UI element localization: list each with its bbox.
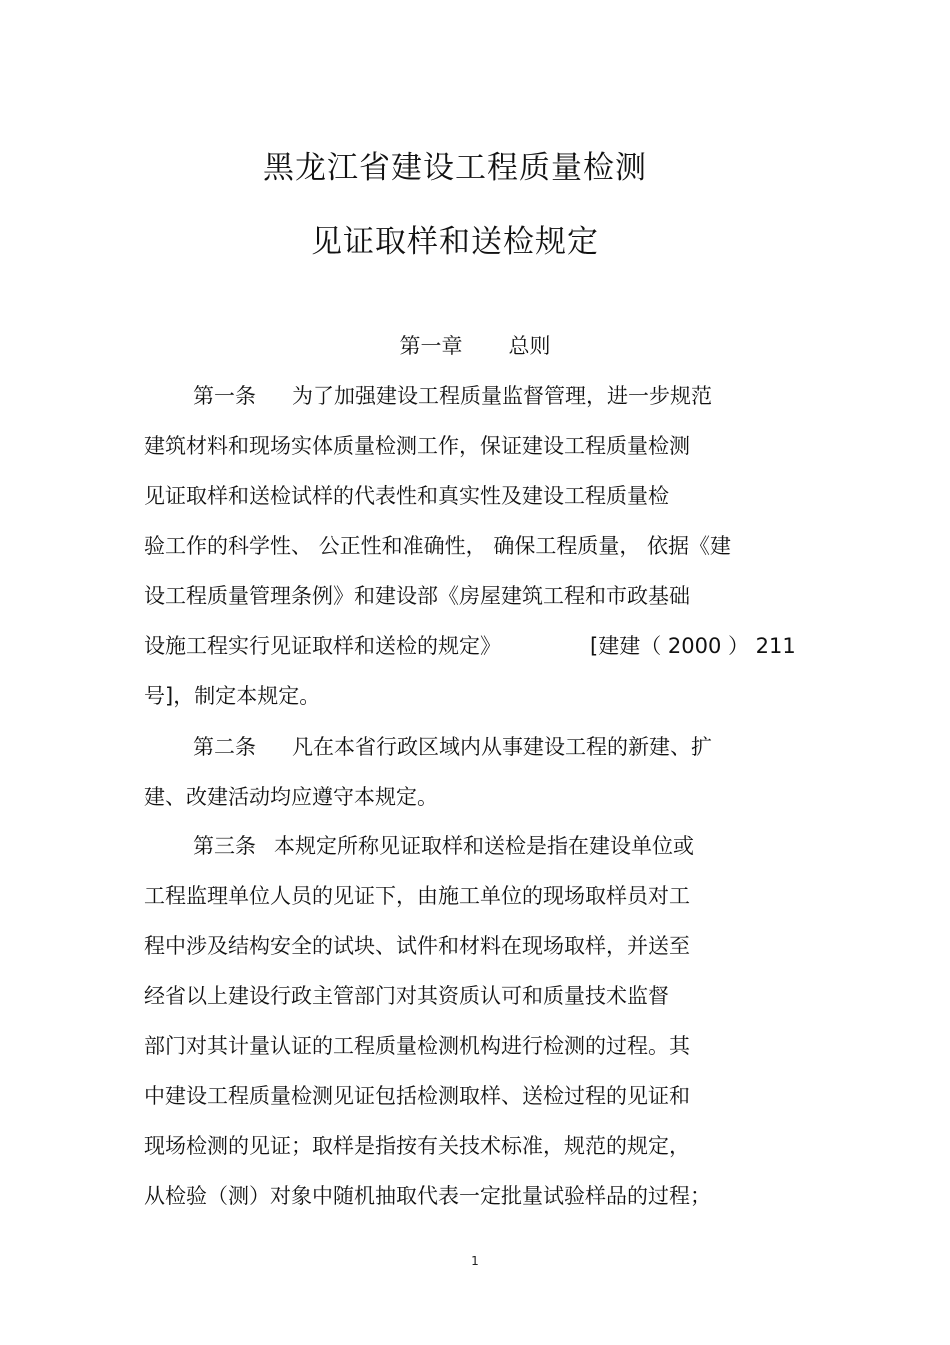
chapter-label: 第一章	[399, 334, 463, 358]
chapter-heading	[0, 330, 950, 360]
article-3-line-2: 工程监理单位人员的见证下，由施工单位的现场取样员对工	[144, 884, 690, 908]
document-title-line-2: 见证取样和送检规定	[311, 224, 599, 260]
article-2-line-1	[193, 733, 712, 761]
article-1-line-1	[193, 382, 712, 410]
article-1-line-4: 验工作的科学性、 公正性和准确性， 确保工程质量， 依据《建	[144, 534, 732, 558]
article-1-line-3: 见证取样和送检试样的代表性和真实性及建设工程质量检	[144, 484, 669, 508]
article-1-text-1: 为了加强建设工程质量监督管理，进一步规范	[292, 384, 712, 408]
article-3-line-1	[193, 832, 694, 860]
document-title-line-1: 黑龙江省建设工程质量检测	[263, 150, 647, 186]
article-3-line-6: 中建设工程质量检测见证包括检测取样、送检过程的见证和	[144, 1084, 690, 1108]
article-1-line-6	[144, 632, 501, 660]
article-1-line-6-ref: [建建（ 2000 ） 211	[590, 634, 796, 658]
article-1-line-2: 建筑材料和现场实体质量检测工作，保证建设工程质量检测	[144, 434, 690, 458]
article-3-line-5: 部门对其计量认证的工程质量检测机构进行检测的过程。其	[144, 1034, 690, 1058]
article-3-text-1: 本规定所称见证取样和送检是指在建设单位或	[274, 834, 694, 858]
article-1-line-7: 号]，制定本规定。	[144, 684, 321, 708]
article-1-text-6: 设施工程实行见证取样和送检的规定》	[144, 634, 501, 658]
article-1-line-5: 设工程质量管理条例》和建设部《房屋建筑工程和市政基础	[144, 584, 690, 608]
article-3-line-3: 程中涉及结构安全的试块、试件和材料在现场取样，并送至	[144, 934, 690, 958]
article-3-line-7: 现场检测的见证；取样是指按有关技术标准，规范的规定，	[144, 1134, 690, 1158]
article-2-line-2: 建、改建活动均应遵守本规定。	[144, 785, 438, 809]
article-3-line-4: 经省以上建设行政主管部门对其资质认可和质量技术监督	[144, 984, 669, 1008]
page-number: 1	[471, 1254, 479, 1268]
chapter-name: 总则	[508, 334, 551, 358]
article-2-label: 第二条	[193, 735, 256, 759]
article-1-label: 第一条	[193, 384, 256, 408]
article-3-label: 第三条	[193, 834, 256, 858]
article-2-text-1: 凡在本省行政区域内从事建设工程的新建、扩	[292, 735, 712, 759]
article-3-line-8: 从检验（测）对象中随机抽取代表一定批量试验样品的过程；	[144, 1184, 711, 1208]
